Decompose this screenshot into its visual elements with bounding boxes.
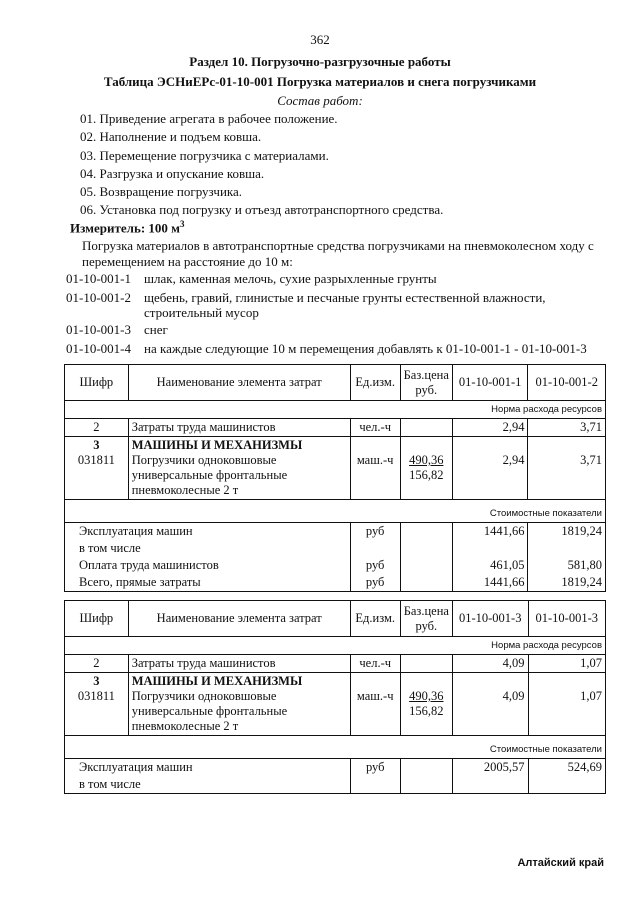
code-desc: шлак, каменная мелочь, сухие разрыхленные грунты bbox=[144, 271, 437, 286]
machine-code: 031811 bbox=[77, 689, 115, 703]
cell-code: 2 bbox=[65, 419, 129, 437]
cell-value: 581,80 bbox=[528, 557, 606, 574]
header-name: Наименование элемента затрат bbox=[128, 365, 350, 401]
group-code: 3 bbox=[93, 674, 100, 688]
cell-unit bbox=[350, 673, 400, 736]
operation-item: 06. Установка под погрузку и отъезд автотранспортного средства. bbox=[80, 202, 444, 217]
machine-name: пневмоколесные 2 т bbox=[131, 483, 239, 497]
code-ref: 01-10-001-4 bbox=[66, 341, 131, 356]
operation-item: 05. Возвращение погрузчика. bbox=[80, 184, 243, 199]
cell-empty bbox=[350, 540, 400, 557]
group-code: 3 bbox=[93, 438, 100, 452]
table-title: Таблица ЭСНиЕРс-01-10-001 Погрузка материалов и снега погрузчиками bbox=[103, 74, 537, 89]
cell-code: 2 bbox=[65, 655, 129, 673]
cell-price bbox=[400, 673, 452, 736]
group-name: МАШИНЫ И МЕХАНИЗМЫ bbox=[131, 674, 303, 688]
meter-label: Измеритель: 100 $м^3$ bbox=[70, 219, 185, 236]
cell-name: в том числе bbox=[65, 776, 351, 794]
machine-code: 031811 bbox=[77, 453, 115, 467]
code-desc: на каждые следующие 10 м перемещения добавлять к 01-10-001-1 - 01-10-001-3 bbox=[144, 341, 587, 356]
cell-empty bbox=[400, 574, 452, 592]
cell-value: 4,09 bbox=[452, 655, 528, 673]
cell-unit: руб bbox=[350, 574, 400, 592]
cell-value: 1,07 bbox=[528, 655, 605, 673]
cost-label: Стоимостные показатели bbox=[65, 500, 606, 523]
cell-unit: руб bbox=[350, 557, 400, 574]
operation-item: 03. Перемещение погрузчика с материалами. bbox=[80, 148, 329, 163]
cell-value bbox=[452, 673, 528, 736]
cell-value: 524,69 bbox=[528, 759, 605, 777]
cell-unit: руб bbox=[350, 759, 400, 777]
resource-table-2 bbox=[64, 600, 606, 794]
cell-value: 461,05 bbox=[452, 557, 528, 574]
cell-value: 2005,57 bbox=[452, 759, 528, 777]
header-price: Баз.цена руб. bbox=[400, 601, 452, 637]
cell-name: Всего, прямые затраты bbox=[65, 574, 351, 592]
cell-name: Затраты труда машинистов bbox=[128, 419, 350, 437]
header-unit: Ед.изм. bbox=[350, 601, 400, 637]
code-ref: 01-10-001-3 bbox=[66, 322, 131, 337]
machine-value: 4,09 bbox=[502, 689, 525, 703]
header-col1: 01-10-001-3 bbox=[452, 601, 528, 637]
cell-empty bbox=[400, 655, 452, 673]
cell-empty bbox=[528, 540, 606, 557]
code-ref: 01-10-001-1 bbox=[66, 271, 131, 286]
resource-table-1 bbox=[64, 364, 606, 592]
cell-empty bbox=[528, 776, 605, 794]
region-label: Алтайский край bbox=[517, 857, 604, 869]
header-name: Наименование элемента затрат bbox=[128, 601, 350, 637]
cell-empty bbox=[350, 776, 400, 794]
cell-name bbox=[128, 437, 350, 500]
cell-unit bbox=[350, 437, 400, 500]
cell-code bbox=[65, 673, 129, 736]
group-name: МАШИНЫ И МЕХАНИЗМЫ bbox=[131, 438, 303, 452]
price-bottom: 156,82 bbox=[409, 704, 444, 718]
code-desc: снег bbox=[144, 322, 168, 337]
header-unit: Ед.изм. bbox=[350, 365, 400, 401]
section-title: Раздел 10. Погрузочно-разгрузочные работы bbox=[189, 54, 451, 69]
header-code: Шифр bbox=[65, 365, 129, 401]
cell-empty bbox=[400, 419, 452, 437]
page-number: 362 bbox=[310, 32, 330, 47]
cell-empty bbox=[452, 540, 528, 557]
machine-unit: маш.-ч bbox=[356, 689, 394, 703]
cell-name: в том числе bbox=[65, 540, 351, 557]
cell-code bbox=[65, 437, 129, 500]
header-code: Шифр bbox=[65, 601, 129, 637]
code-ref: 01-10-001-2 bbox=[66, 290, 131, 305]
machine-name: универсальные фронтальные bbox=[131, 704, 288, 718]
machine-unit: маш.-ч bbox=[356, 453, 394, 467]
composition-heading: Состав работ: bbox=[277, 93, 363, 108]
cell-empty bbox=[400, 759, 452, 777]
cell-unit: чел.-ч bbox=[350, 655, 400, 673]
price-bottom: 156,82 bbox=[409, 468, 444, 482]
cell-value: 1819,24 bbox=[528, 523, 606, 541]
machine-value: 3,71 bbox=[580, 453, 602, 467]
machine-value: 2,94 bbox=[502, 453, 525, 467]
norm-label: Норма расхода ресурсов bbox=[65, 401, 606, 419]
machine-name: Погрузчики одноковшовые bbox=[131, 453, 277, 467]
header-col2: 01-10-001-3 bbox=[528, 601, 605, 637]
code-desc: строительный мусор bbox=[144, 305, 259, 320]
cell-name: Эксплуатация машин bbox=[65, 523, 351, 541]
cell-value: 1441,66 bbox=[452, 523, 528, 541]
header-price: Баз.цена руб. bbox=[400, 365, 452, 401]
machine-name: Погрузчики одноковшовые bbox=[131, 689, 277, 703]
cell-name: Оплата труда машинистов bbox=[65, 557, 351, 574]
cell-value bbox=[528, 437, 606, 500]
cell-name: Эксплуатация машин bbox=[65, 759, 351, 777]
norm-label: Норма расхода ресурсов bbox=[65, 637, 606, 655]
cell-value: 2,94 bbox=[452, 419, 528, 437]
machine-value: 1,07 bbox=[580, 689, 602, 703]
cell-value bbox=[452, 437, 528, 500]
price-top: 490,36 bbox=[409, 453, 444, 467]
cell-unit: чел.-ч bbox=[350, 419, 400, 437]
code-desc: щебень, гравий, глинистые и песчаные грунты естественной влажности, bbox=[144, 290, 546, 305]
cell-empty bbox=[400, 557, 452, 574]
cost-label: Стоимостные показатели bbox=[65, 736, 606, 759]
cell-price bbox=[400, 437, 452, 500]
cell-empty bbox=[400, 776, 452, 794]
price-top: 490,36 bbox=[409, 689, 444, 703]
cell-value: 1819,24 bbox=[528, 574, 606, 592]
header-col2: 01-10-001-2 bbox=[528, 365, 606, 401]
cell-empty bbox=[400, 540, 452, 557]
machine-name: пневмоколесные 2 т bbox=[131, 719, 239, 733]
header-col1: 01-10-001-1 bbox=[452, 365, 528, 401]
cell-empty bbox=[452, 776, 528, 794]
cell-empty bbox=[400, 523, 452, 541]
intro-line: перемещением на расстояние до 10 м: bbox=[82, 254, 293, 269]
intro-line: Погрузка материалов в автотранспортные средства погрузчиками на пневмоколесном ходу с bbox=[82, 238, 594, 253]
operation-item: 04. Разгрузка и опускание ковша. bbox=[80, 166, 265, 181]
cell-unit: руб bbox=[350, 523, 400, 541]
cell-name bbox=[128, 673, 350, 736]
cell-name: Затраты труда машинистов bbox=[128, 655, 350, 673]
operation-item: 01. Приведение агрегата в рабочее положение. bbox=[80, 111, 338, 126]
cell-value bbox=[528, 673, 605, 736]
cell-value: 1441,66 bbox=[452, 574, 528, 592]
machine-name: универсальные фронтальные bbox=[131, 468, 288, 482]
operation-item: 02. Наполнение и подъем ковша. bbox=[80, 129, 262, 144]
cell-value: 3,71 bbox=[528, 419, 606, 437]
